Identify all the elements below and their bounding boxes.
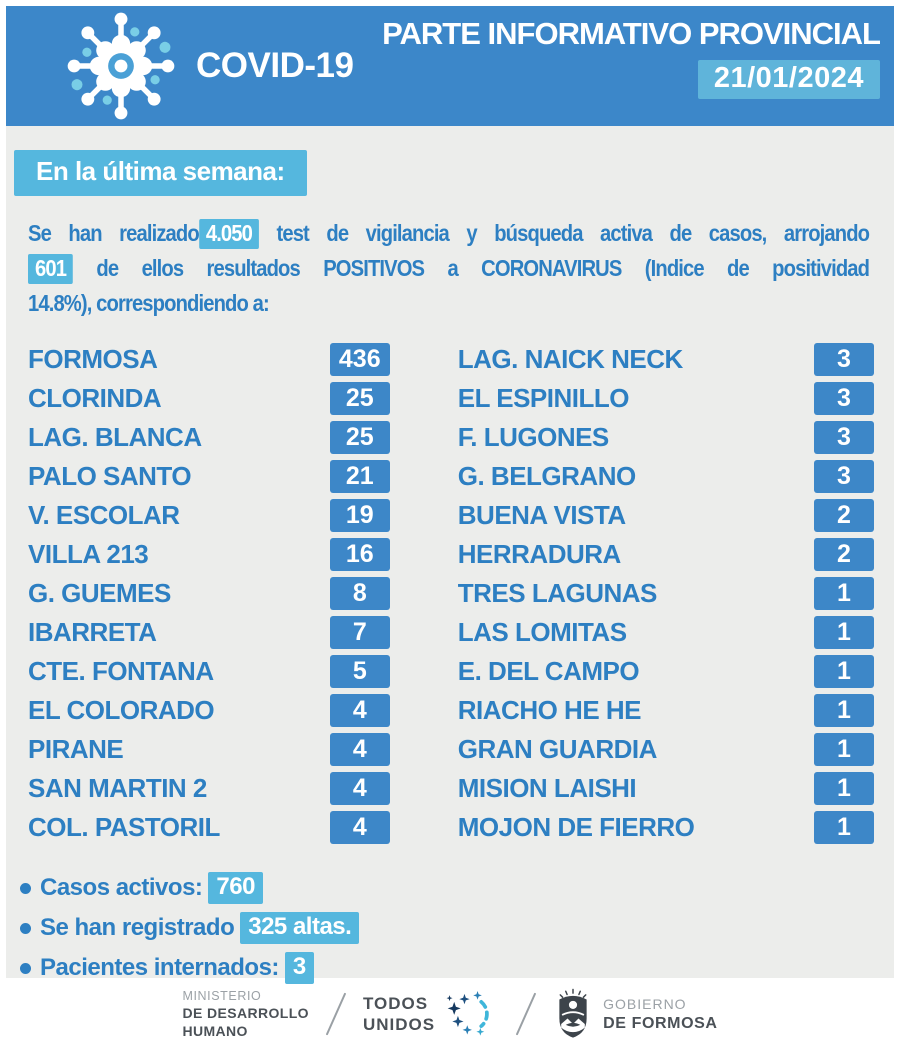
section-label-last-week: En la última semana:	[14, 150, 307, 196]
stat-value-highlight: 760	[208, 872, 263, 904]
location-label: VILLA 213	[28, 539, 149, 569]
bullet-icon	[20, 923, 31, 934]
location-label: G. BELGRANO	[457, 461, 636, 491]
case-count-chip: 7	[330, 616, 390, 649]
stat-active-cases	[20, 872, 874, 904]
case-row	[458, 577, 874, 610]
page-title: PARTE INFORMATIVO PROVINCIAL	[382, 16, 880, 51]
coronavirus-icon	[58, 9, 184, 123]
case-count-chip: 1	[814, 772, 874, 805]
case-count-chip: 4	[330, 811, 390, 844]
report-date-badge: 21/01/2024	[698, 60, 880, 99]
case-count-chip: 1	[814, 655, 874, 688]
case-count-chip: 2	[814, 538, 874, 571]
todos-unidos-line: UNIDOS	[362, 1015, 436, 1034]
stat-label: Pacientes internados:	[40, 954, 279, 981]
location-label: MISION LAISHI	[457, 773, 637, 803]
ministry-logo-text	[182, 988, 309, 1041]
location-label: PIRANE	[28, 734, 124, 764]
case-row	[28, 655, 390, 688]
case-row	[28, 460, 390, 493]
location-label: LAS LOMITAS	[457, 617, 627, 647]
location-label: V. ESCOLAR	[28, 500, 180, 530]
case-count-chip: 3	[814, 382, 874, 415]
stat-recovered	[20, 912, 874, 944]
case-row	[28, 577, 390, 610]
case-row	[458, 499, 874, 532]
case-row	[28, 811, 390, 844]
case-row	[458, 811, 874, 844]
location-label: G. GUEMES	[28, 578, 171, 608]
footer	[0, 978, 900, 1050]
case-count-chip: 25	[330, 382, 390, 415]
todos-unidos-logo	[363, 986, 499, 1042]
bullet-icon	[20, 883, 31, 894]
case-count-chip: 21	[330, 460, 390, 493]
case-count-chip: 5	[330, 655, 390, 688]
summary-text: test de vigilancia y búsqueda activa de casos, arrojando	[259, 220, 870, 246]
location-label: E. DEL CAMPO	[457, 656, 640, 686]
ministry-line: HUMANO	[182, 1023, 248, 1040]
location-label: IBARRETA	[28, 617, 157, 647]
summary-line-3: 14.8%), correspondiendo a:	[28, 290, 269, 316]
case-row	[28, 499, 390, 532]
case-row	[458, 655, 874, 688]
location-label: GRAN GUARDIA	[457, 734, 657, 764]
government-line: DE FORMOSA	[603, 1014, 718, 1032]
positives-count-highlight: 601	[28, 254, 73, 284]
case-count-chip: 436	[330, 343, 390, 376]
location-label: SAN MARTIN 2	[28, 773, 207, 803]
case-count-chip: 1	[814, 616, 874, 649]
case-count-chip: 2	[814, 499, 874, 532]
case-row	[458, 460, 874, 493]
location-label: LAG. BLANCA	[28, 422, 202, 452]
location-label: CTE. FONTANA	[28, 656, 214, 686]
location-label: BUENA VISTA	[457, 500, 626, 530]
divider-slash	[516, 993, 537, 1036]
cases-column-right	[458, 343, 874, 850]
location-label: EL ESPINILLO	[457, 383, 629, 413]
case-row	[28, 382, 390, 415]
location-label: EL COLORADO	[28, 695, 215, 725]
case-row	[458, 343, 874, 376]
stat-label: Se han registrado	[40, 914, 235, 941]
summary-text: Se han realizado	[28, 220, 199, 246]
location-label: LAG. NAICK NECK	[457, 344, 683, 374]
case-count-chip: 4	[330, 733, 390, 766]
covid-brand-label: COVID-19	[196, 46, 354, 85]
case-count-chip: 3	[814, 421, 874, 454]
case-count-chip: 1	[814, 577, 874, 610]
tests-count-highlight: 4.050	[199, 219, 259, 249]
summary-paragraph	[28, 216, 869, 321]
case-row	[28, 772, 390, 805]
government-line: GOBIERNO	[603, 996, 687, 1013]
case-row	[28, 733, 390, 766]
case-count-chip: 4	[330, 772, 390, 805]
case-count-chip: 3	[814, 460, 874, 493]
case-count-chip: 8	[330, 577, 390, 610]
location-label: TRES LAGUNAS	[457, 578, 657, 608]
case-row	[458, 616, 874, 649]
case-row	[458, 733, 874, 766]
case-count-chip: 1	[814, 733, 874, 766]
location-label: F. LUGONES	[457, 422, 609, 452]
formosa-emblem-icon	[553, 986, 593, 1042]
summary-text: de ellos resultados POSITIVOS a CORONAVIRUS (Indice de positividad	[73, 255, 870, 281]
location-label: RIACHO HE HE	[457, 695, 642, 725]
case-count-chip: 4	[330, 694, 390, 727]
divider-slash	[326, 993, 347, 1036]
location-label: COL. PASTORIL	[28, 812, 220, 842]
case-count-chip: 3	[814, 343, 874, 376]
case-row	[458, 421, 874, 454]
case-row	[28, 343, 390, 376]
case-row	[28, 694, 390, 727]
cases-table	[28, 343, 874, 850]
government-logo	[553, 986, 717, 1042]
case-row	[28, 421, 390, 454]
case-count-chip: 1	[814, 694, 874, 727]
case-row	[28, 616, 390, 649]
ministry-line: DE DESARROLLO	[182, 1004, 309, 1021]
stat-value-highlight: 325 altas.	[240, 912, 359, 944]
case-row	[458, 772, 874, 805]
summary-line-1	[28, 216, 869, 251]
cases-column-left	[28, 343, 390, 850]
location-label: MOJON DE FIERRO	[457, 812, 695, 842]
case-row	[458, 382, 874, 415]
location-label: PALO SANTO	[28, 461, 192, 491]
case-count-chip: 1	[814, 811, 874, 844]
location-label: FORMOSA	[28, 344, 158, 374]
case-count-chip: 25	[330, 421, 390, 454]
stat-value-highlight: 3	[285, 952, 314, 984]
summary-line-2	[28, 251, 869, 286]
stat-label: Casos activos:	[40, 874, 203, 901]
header	[6, 6, 894, 126]
location-label: HERRADURA	[457, 539, 621, 569]
case-row	[458, 538, 874, 571]
todos-unidos-line: TODOS	[362, 993, 429, 1013]
ministry-line: MINISTERIO	[182, 988, 262, 1003]
bullet-icon	[20, 963, 31, 974]
case-row	[28, 538, 390, 571]
case-row	[458, 694, 874, 727]
case-count-chip: 16	[330, 538, 390, 571]
report-body	[6, 126, 894, 981]
case-count-chip: 19	[330, 499, 390, 532]
location-label: CLORINDA	[28, 383, 162, 413]
stars-circle-icon	[443, 986, 499, 1042]
summary-stats	[20, 872, 874, 984]
